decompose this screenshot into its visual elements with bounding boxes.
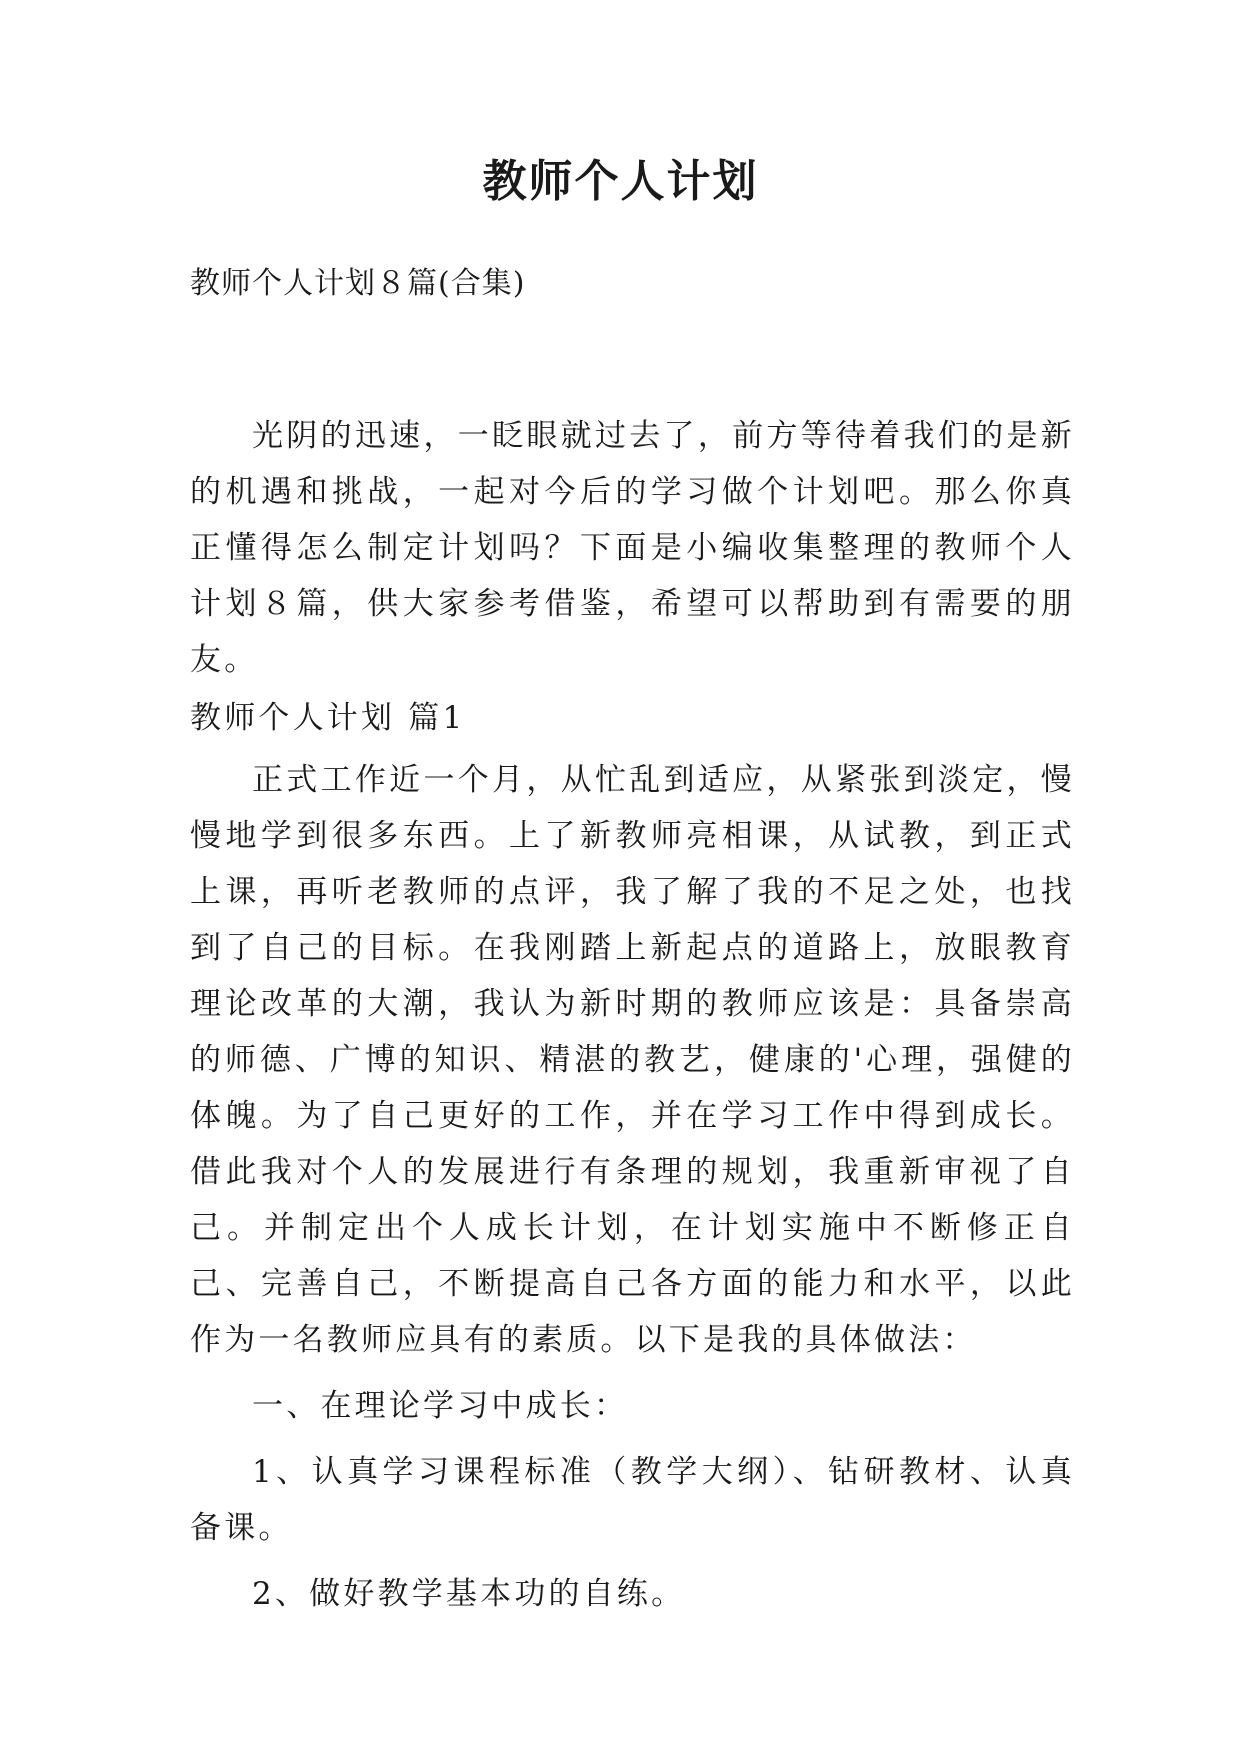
list-item: 2、做好教学基本功的自练。 [252,1576,686,1612]
document-subtitle: 教师个人计划８篇(合集) [190,266,526,301]
section-heading: 教师个人计划 篇1 [190,700,466,736]
document-body [190,408,1075,1624]
body-paragraph: 正式工作近一个月，从忙乱到适应，从紧张到淡定，慢慢地学到很多东西。上了新教师亮相课，从试教，到正式上课，再听老教师的点评，我了解了我的不足之处，也找到了自己的目标。在我刚踏上新起点的道路上，放眼教育理论改革的大潮，我认为新时期的教师应该是：具备崇高的师德、广博的知识、精湛的教艺，健康的'心理，强健的体魄。为了自己更好的工作，并在学习工作中得到成长。借此我对个人的发展进行有条理的规划，我重新审视了自己。并制定出个人成长计划，在计划实施中不断修正自己、完善自己，不断提高自己各方面的能力和水平，以此作为一名教师应具有的素质。以下是我的具体做法： [190,762,1075,1358]
list-item: 1、认真学习课程标准（教学大纲）、钻研教材、认真备课。 [190,1454,1075,1546]
list-heading: 一、在理论学习中成长： [252,1388,629,1424]
intro-paragraph: 光阴的迅速，一眨眼就过去了，前方等待着我们的是新的机遇和挑战，一起对今后的学习做个计划吧。那么你真正懂得怎么制定计划吗？下面是小编收集整理的教师个人计划８篇，供大家参考借鉴，希望可以帮助到有需要的朋友。 [190,418,1075,678]
page-title: 教师个人计划 [482,156,759,207]
